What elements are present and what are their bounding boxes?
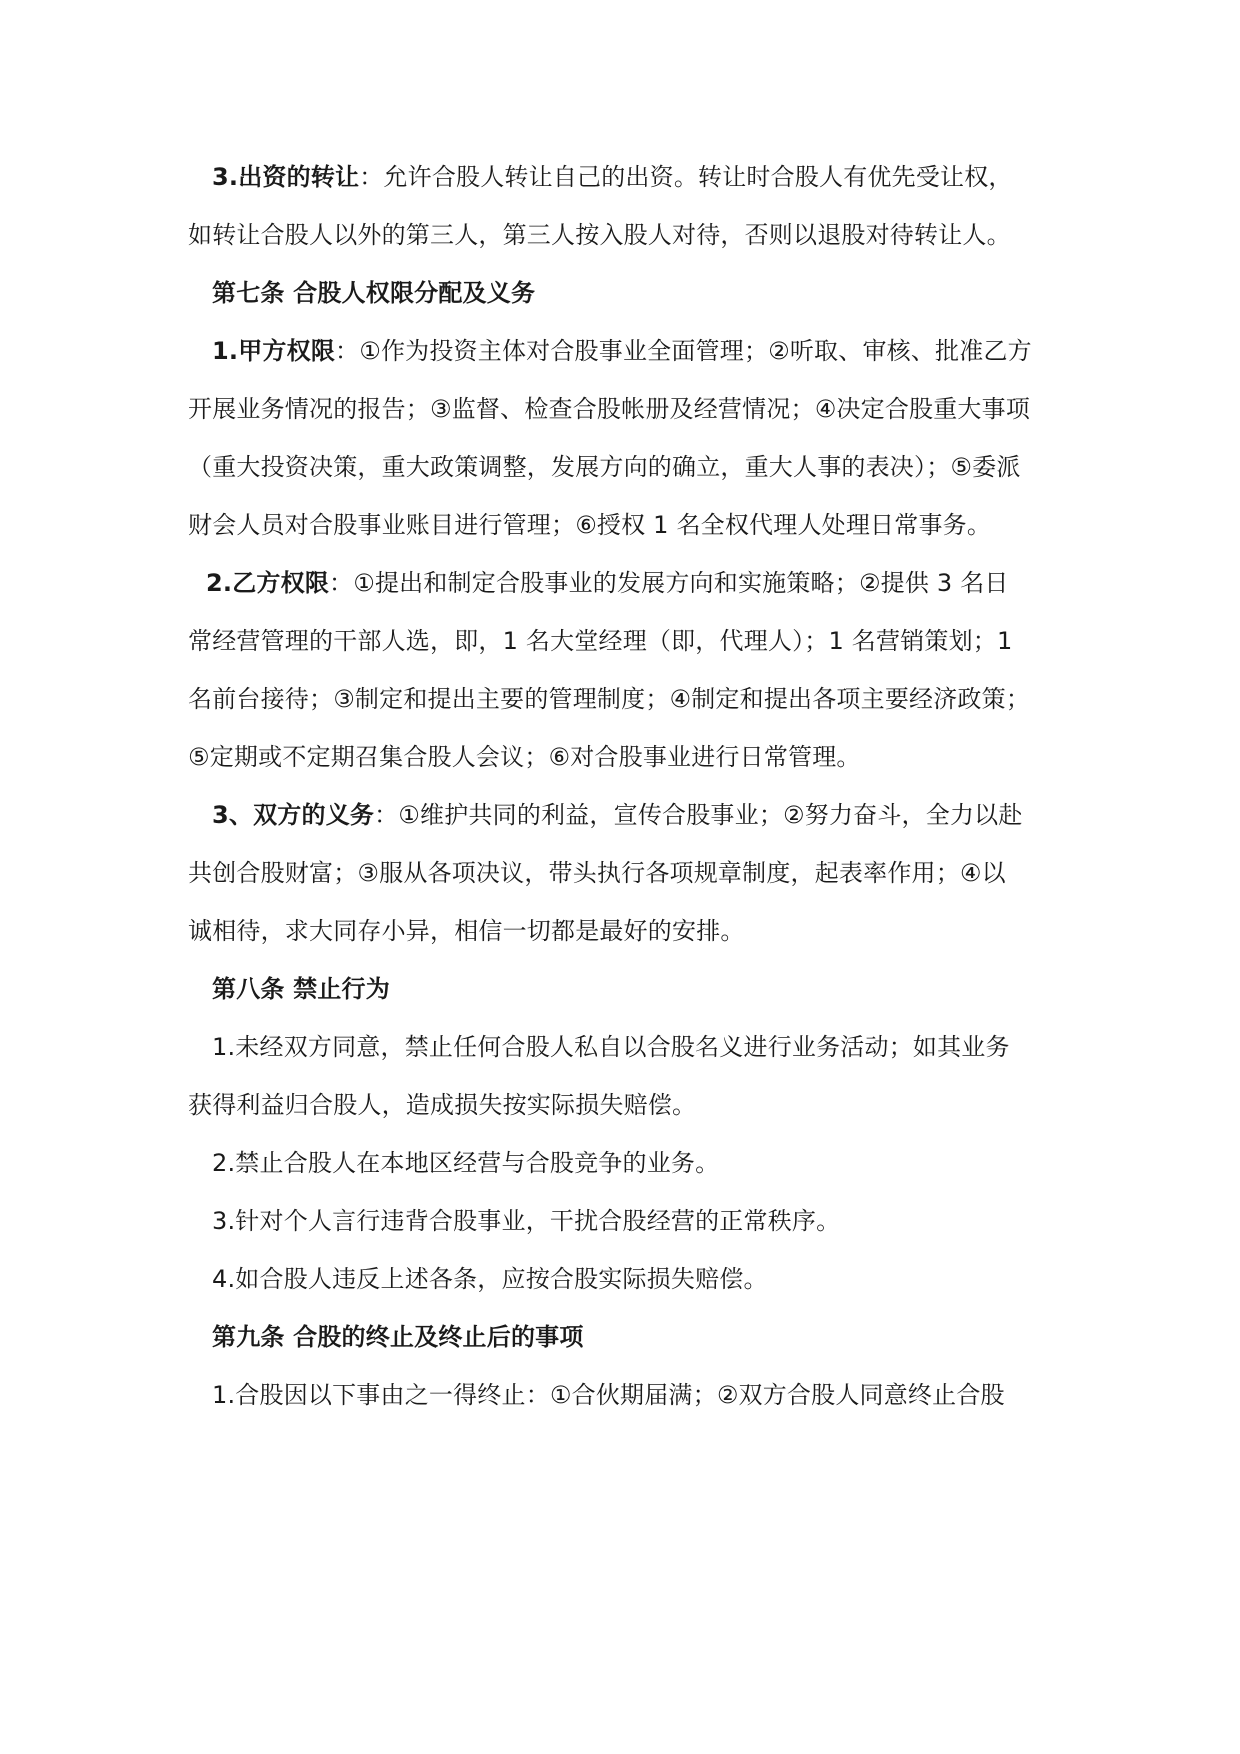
paragraph-line bbox=[188, 218, 1088, 252]
paragraph-line bbox=[212, 334, 1112, 368]
paragraph-line bbox=[212, 1030, 1112, 1064]
line-text: 如转让合股人以外的第三人，第三人按入股人对待，否则以退股对待转让人。 bbox=[188, 221, 1011, 249]
line-text: 诚相待，求大同存小异，相信一切都是最好的安排。 bbox=[188, 917, 745, 945]
paragraph-line bbox=[188, 508, 1088, 542]
clause-heading: 2.乙方权限 bbox=[206, 569, 330, 597]
line-text: 1.合股因以下事由之一得终止：①合伙期届满；②双方合股人同意终止合股 bbox=[212, 1381, 1005, 1409]
line-text: 1.未经双方同意，禁止任何合股人私自以合股名义进行业务活动；如其业务 bbox=[212, 1033, 1010, 1061]
paragraph-line bbox=[188, 624, 1088, 658]
line-text: ：①作为投资主体对合股事业全面管理；②听取、审核、批准乙方 bbox=[335, 337, 1032, 365]
clause-heading: 1.甲方权限 bbox=[212, 337, 336, 365]
paragraph-line bbox=[212, 1204, 1112, 1238]
clause-heading: 3.出资的转让 bbox=[212, 163, 360, 191]
line-text: ：①维护共同的利益，宣传合股事业；②努力奋斗，全力以赴 bbox=[374, 801, 1023, 829]
line-text: 3.针对个人言行违背合股事业，干扰合股经营的正常秩序。 bbox=[212, 1207, 841, 1235]
line-text: 名前台接待；③制定和提出主要的管理制度；④制定和提出各项主要经济政策； bbox=[188, 685, 1031, 713]
paragraph-line bbox=[188, 392, 1088, 426]
line-text: 开展业务情况的报告；③监督、检查合股帐册及经营情况；④决定合股重大事项 bbox=[188, 395, 1031, 423]
paragraph-line bbox=[212, 1378, 1112, 1412]
paragraph-line bbox=[212, 798, 1112, 832]
paragraph-line bbox=[212, 1146, 1112, 1180]
paragraph-line bbox=[188, 450, 1088, 484]
paragraph-line bbox=[188, 914, 1088, 948]
line-text: ⑤定期或不定期召集合股人会议；⑥对合股事业进行日常管理。 bbox=[188, 743, 861, 771]
clause-heading: 第九条 合股的终止及终止后的事项 bbox=[212, 1323, 584, 1351]
article-heading bbox=[212, 276, 1112, 310]
line-text: 财会人员对合股事业账目进行管理；⑥授权 1 名全权代理人处理日常事务。 bbox=[188, 511, 992, 539]
paragraph-line bbox=[188, 1088, 1088, 1122]
line-text: （重大投资决策，重大政策调整，发展方向的确立，重大人事的表决）；⑤委派 bbox=[188, 453, 1021, 481]
paragraph-line bbox=[188, 856, 1088, 890]
clause-heading: 第八条 禁止行为 bbox=[212, 975, 390, 1003]
article-heading bbox=[212, 972, 1112, 1006]
paragraph-line bbox=[206, 566, 1106, 600]
paragraph-line bbox=[212, 160, 1112, 194]
line-text: 常经营管理的干部人选，即，1 名大堂经理（即，代理人）；1 名营销策划；1 bbox=[188, 627, 1013, 655]
line-text: 共创合股财富；③服从各项决议，带头执行各项规章制度，起表率作用；④以 bbox=[188, 859, 1006, 887]
line-text: 4.如合股人违反上述各条，应按合股实际损失赔偿。 bbox=[212, 1265, 768, 1293]
line-text: 2.禁止合股人在本地区经营与合股竞争的业务。 bbox=[212, 1149, 720, 1177]
line-text: ：①提出和制定合股事业的发展方向和实施策略；②提供 3 名日 bbox=[329, 569, 1009, 597]
line-text: ：允许合股人转让自己的出资。转让时合股人有优先受让权， bbox=[359, 163, 1013, 191]
paragraph-line bbox=[188, 682, 1088, 716]
clause-heading: 第七条 合股人权限分配及义务 bbox=[212, 279, 536, 307]
article-heading bbox=[212, 1320, 1112, 1354]
paragraph-line bbox=[212, 1262, 1112, 1296]
paragraph-line bbox=[188, 740, 1088, 774]
clause-heading: 3、双方的义务 bbox=[212, 801, 375, 829]
line-text: 获得利益归合股人，造成损失按实际损失赔偿。 bbox=[188, 1091, 697, 1119]
